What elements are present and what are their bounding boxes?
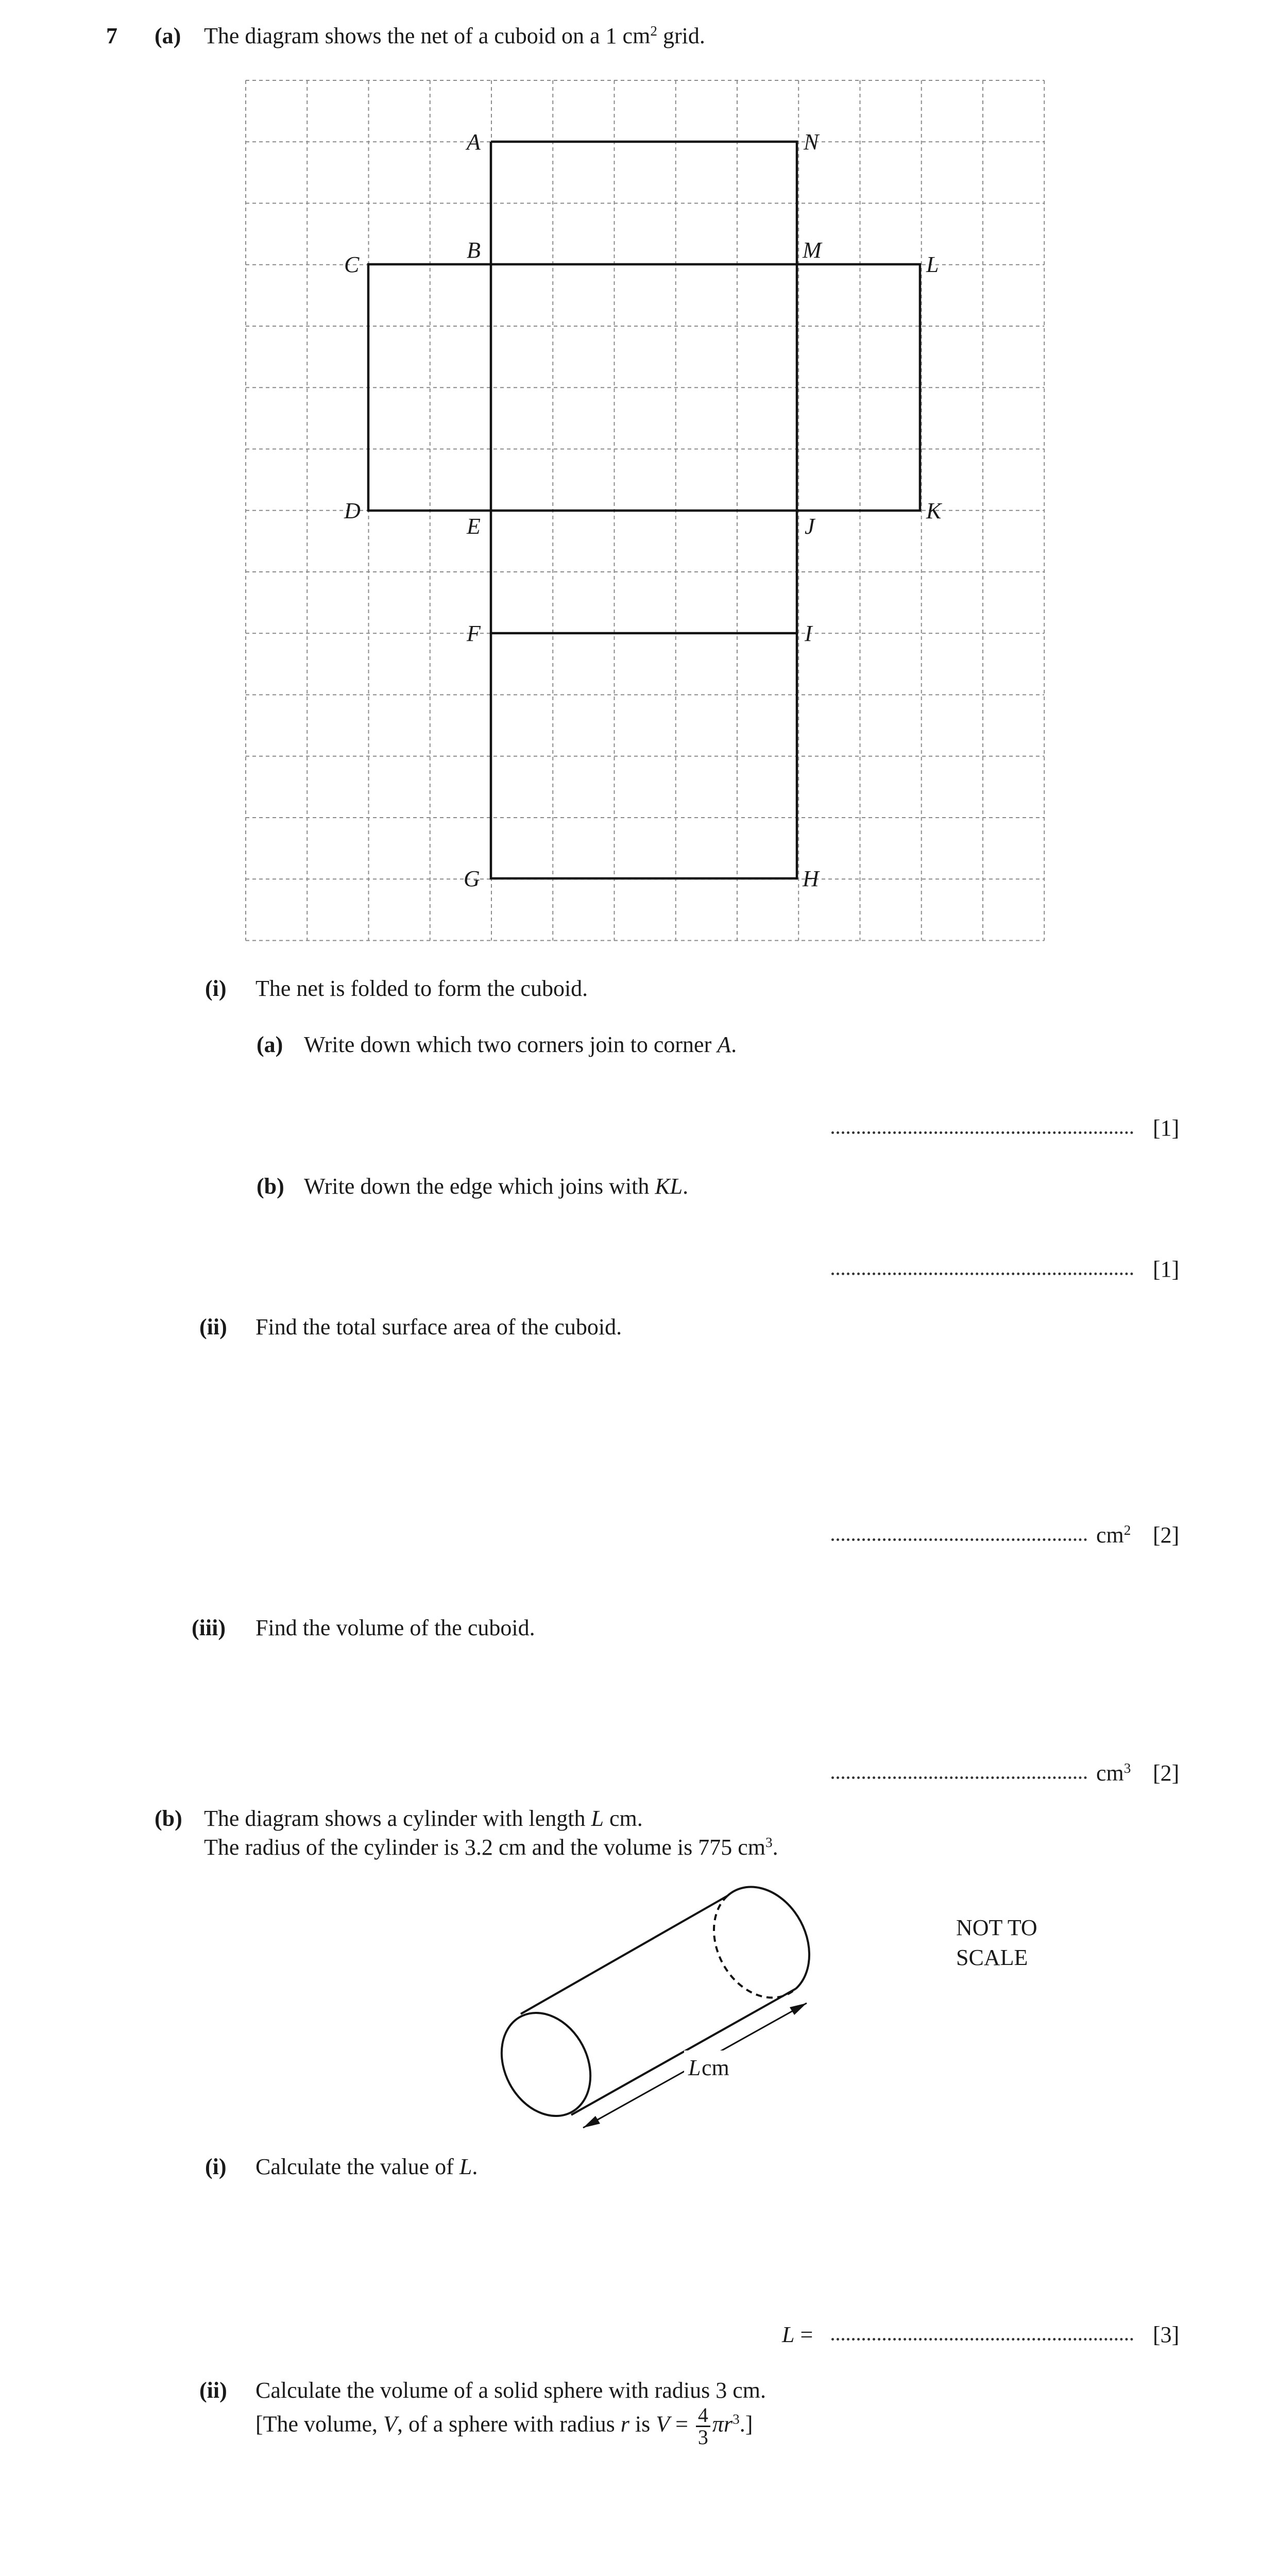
answer-line-b-i[interactable]: [831, 2338, 1133, 2341]
vertex-label-f: F: [467, 621, 481, 646]
part-a-i-a-text: Write down which two corners join to corner A.: [304, 1032, 737, 1057]
marks-a-i-a: [1]: [1153, 1115, 1180, 1141]
unit-a-iii: $cm^3$: [1096, 1760, 1131, 1786]
marks-b-i: [3]: [1153, 2322, 1180, 2347]
part-b-label: (b): [155, 1806, 182, 1831]
part-b-ii-label: (ii): [199, 2378, 227, 2403]
part-a-i-a-label: (a): [257, 1032, 283, 1057]
cylinder-length-unit: cm: [702, 2055, 729, 2080]
part-a-i-b-label: (b): [257, 1174, 284, 1199]
vertex-label-b: B: [467, 238, 481, 263]
part-a-ii-label: (ii): [199, 1314, 227, 1340]
vertex-label-c: C: [344, 252, 360, 277]
answer-line-a-iii[interactable]: [831, 1776, 1087, 1779]
formula-fraction: $\frac{4}{3}$: [696, 2405, 710, 2448]
part-b-i-text: Calculate the value of L.: [255, 2154, 478, 2179]
part-a-label: (a): [155, 23, 181, 48]
part-b-line2: The radius of the cylinder is 3.2 cm and the volume is 775 $cm^3$.: [204, 1835, 778, 1860]
answer-prefix-b-i: L =: [782, 2322, 813, 2347]
part-b-ii-text: Calculate the volume of a solid sphere with radius 3 cm.: [255, 2378, 766, 2403]
vertex-label-l: L: [926, 252, 939, 277]
question-number: 7: [106, 23, 117, 48]
vertex-label-d: D: [344, 498, 361, 523]
part-a-iii-text: Find the volume of the cuboid.: [255, 1615, 535, 1640]
marks-a-ii: [2]: [1153, 1522, 1180, 1548]
part-a-intro: The diagram shows the net of a cuboid on a 1 $cm^2$ grid.: [204, 23, 705, 48]
length-arrow-head-left: [583, 2116, 600, 2128]
answer-line-a-i-b[interactable]: [831, 1273, 1133, 1275]
part-a-iii-label: (iii): [192, 1615, 226, 1640]
vertex-label-g: G: [464, 866, 480, 891]
part-a-ii-text: Find the total surface area of the cuboid.: [255, 1314, 622, 1340]
net-outline: [368, 142, 920, 878]
cylinder-top-edge: [521, 1896, 727, 2014]
marks-a-iii: [2]: [1153, 1760, 1180, 1786]
answer-line-a-i-a[interactable]: [831, 1131, 1133, 1134]
vertex-label-n: N: [804, 129, 819, 155]
part-b-line1: The diagram shows a cylinder with length L cm.: [204, 1806, 643, 1831]
length-arrow-head-right: [790, 2003, 807, 2015]
cylinder-bottom-edge: [571, 1989, 796, 2115]
vertex-label-m: M: [803, 238, 822, 263]
not-to-scale-2: SCALE: [956, 1945, 1028, 1970]
part-a-i-label: (i): [205, 976, 227, 1001]
part-b-i-label: (i): [205, 2154, 227, 2179]
cylinder-near-end: [495, 1997, 608, 2132]
cuboid-net-diagram: [0, 0, 1278, 979]
unit-a-ii: $cm^2$: [1096, 1522, 1131, 1548]
vertex-label-k: K: [926, 498, 942, 523]
vertex-label-e: E: [467, 514, 481, 539]
part-a-i-text: The net is folded to form the cuboid.: [255, 976, 588, 1001]
cylinder-length-var: L: [688, 2055, 701, 2080]
marks-a-i-b: [1]: [1153, 1257, 1180, 1282]
vertex-label-a: A: [467, 129, 481, 155]
vertex-label-i: I: [805, 621, 812, 646]
vertex-label-h: H: [803, 866, 819, 891]
cylinder-far-end-hidden: [714, 1896, 796, 1997]
cylinder-far-end: [727, 1887, 809, 1989]
answer-line-a-ii[interactable]: [831, 1538, 1087, 1541]
not-to-scale-1: NOT TO: [956, 1915, 1037, 1940]
cylinder-diagram: [495, 1875, 845, 2143]
sphere-volume-formula: [The volume, V, of a sphere with radius r is V = $\frac{4}{3}$ $\pi r^3$.]: [255, 2403, 753, 2449]
vertex-label-j: J: [805, 514, 815, 539]
part-a-i-b-text: Write down the edge which joins with KL.: [304, 1174, 689, 1199]
